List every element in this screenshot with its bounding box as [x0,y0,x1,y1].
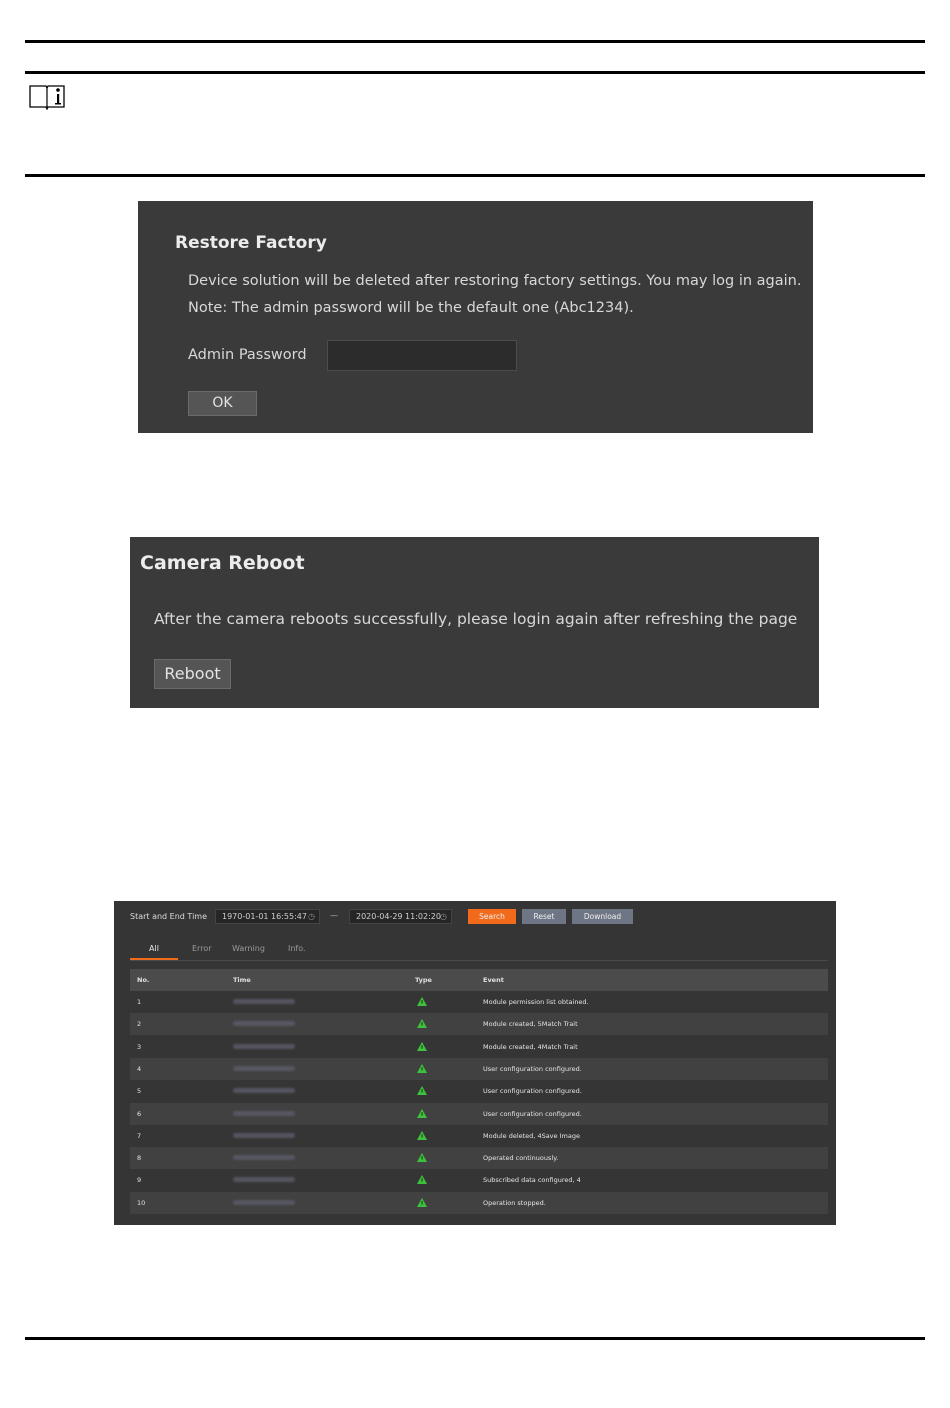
redacted-time [233,999,295,1004]
info-triangle-icon [417,1064,427,1073]
row-number: 5 [137,1087,142,1096]
info-triangle-icon [417,1153,427,1162]
info-triangle-icon [417,1131,427,1140]
event-text: User configuration configured. [483,1109,582,1118]
restore-note-text: Note: The admin password will be the default one (Abc1234). [188,300,634,316]
redacted-time [233,1044,295,1049]
download-button[interactable]: Download [572,909,633,924]
table-row [130,1103,828,1125]
camera-reboot-title: Camera Reboot [140,552,305,574]
search-button[interactable]: Search [468,909,516,924]
row-number: 1 [137,998,142,1006]
info-triangle-icon [417,1042,427,1051]
info-triangle-icon [417,997,427,1006]
note-top-rule [25,71,925,74]
table-row [130,1013,828,1035]
row-number: 9 [137,1176,142,1185]
row-number: 10 [137,1198,146,1207]
table-row [130,1058,828,1080]
event-text: User configuration configured. [483,1064,582,1073]
row-number: 7 [137,1131,142,1140]
end-time-value: 2020-04-29 11:02:20 [356,912,441,921]
restore-warning-text: Device solution will be deleted after restoring factory settings. You may log in again. [188,273,802,289]
info-triangle-icon [417,1109,427,1118]
column-header-type: Type [415,976,432,984]
end-time-input[interactable] [349,909,452,924]
event-text: Module created, 5Match Trait [483,1020,578,1029]
column-header-event: Event [483,976,504,984]
top-rule [25,40,925,43]
ok-button[interactable]: OK [188,391,257,416]
admin-password-label: Admin Password [188,347,307,363]
table-row [130,1169,828,1191]
table-row [130,1036,828,1058]
redacted-time [233,1133,295,1138]
redacted-time [233,1088,295,1093]
tab-all[interactable]: All [149,944,159,953]
table-row [130,1192,828,1214]
table-row [130,1080,828,1102]
time-range-label: Start and End Time [130,912,208,921]
event-text: Module created, 4Match Trait [483,1042,578,1051]
column-header-time: Time [233,976,251,984]
row-number: 4 [137,1064,142,1073]
tab-divider [130,960,828,961]
column-header-no: No. [137,976,150,984]
clock-icon: ◷ [308,912,315,921]
redacted-time [233,1155,295,1160]
event-text: Operated continuously. [483,1154,559,1163]
clock-icon: ◷ [440,912,447,921]
note-info-icon [28,80,66,110]
redacted-time [233,1021,295,1026]
info-triangle-icon [417,1019,427,1028]
event-text: User configuration configured. [483,1087,582,1096]
note-bottom-rule [25,174,925,177]
table-row [130,1147,828,1169]
row-number: 2 [137,1020,142,1029]
event-text: Subscribed data configured, 4 [483,1176,581,1185]
table-row [130,1125,828,1147]
time-range-dash: — [330,911,338,920]
event-text: Module deleted, 4Save Image [483,1131,580,1140]
row-number: 3 [137,1042,142,1051]
reset-button[interactable]: Reset [522,909,566,924]
camera-reboot-panel [130,537,819,708]
bottom-rule [25,1337,925,1340]
reboot-message: After the camera reboots successfully, please login again after refreshing the page [154,610,798,628]
table-row [130,991,828,1013]
restore-factory-panel [138,201,813,433]
tab-error[interactable]: Error [192,944,212,953]
info-triangle-icon [417,1086,427,1095]
redacted-time [233,1111,295,1116]
start-time-value: 1970-01-01 16:55:47 [222,912,307,921]
reboot-button[interactable]: Reboot [154,659,231,689]
admin-password-input[interactable] [327,340,517,371]
log-panel [114,901,836,1225]
row-number: 8 [137,1154,142,1163]
event-text: Operation stopped. [483,1198,546,1207]
info-triangle-icon [417,1175,427,1184]
tab-info[interactable]: Info. [288,944,306,953]
redacted-time [233,1066,295,1071]
event-text: Module permission list obtained. [483,998,589,1006]
active-tab-indicator [130,958,178,960]
table-header [130,969,828,991]
restore-factory-title: Restore Factory [175,233,327,253]
row-number: 6 [137,1109,142,1118]
redacted-time [233,1177,295,1182]
redacted-time [233,1200,295,1205]
info-triangle-icon [417,1198,427,1207]
tab-warning[interactable]: Warning [232,944,265,953]
start-time-input[interactable] [215,909,320,924]
